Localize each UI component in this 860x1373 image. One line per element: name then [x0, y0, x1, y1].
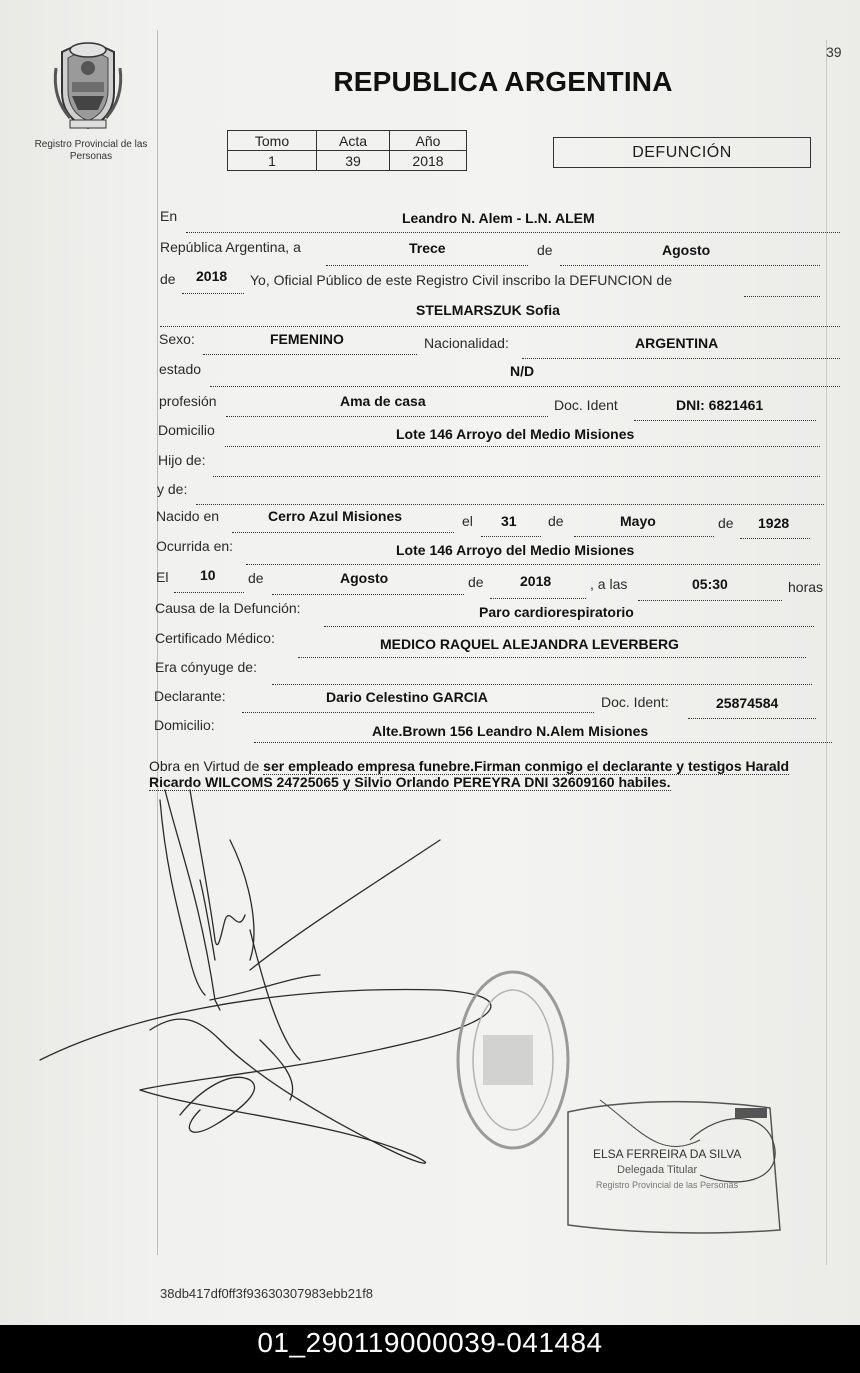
stamp-role: Delegada Titular: [617, 1164, 698, 1176]
doc-ident-label: Doc. Ident: [554, 397, 618, 413]
en-label: En: [160, 208, 178, 224]
de-label-2: de: [160, 271, 176, 287]
date-month: Agosto: [662, 242, 711, 258]
profesion-label: profesión: [159, 393, 217, 409]
ocurrida-value: Lote 146 Arroyo del Medio Misiones: [396, 542, 635, 558]
document-type-box: DEFUNCIÓN: [553, 137, 811, 168]
birth-month: Mayo: [620, 513, 656, 529]
de-label-3: de: [548, 513, 564, 529]
estado-value: N/D: [510, 363, 535, 379]
death-month: Agosto: [340, 570, 389, 586]
nacionalidad-value: ARGENTINA: [635, 335, 719, 351]
causa-label: Causa de la Defunción:: [155, 600, 301, 616]
sexo-label: Sexo:: [159, 331, 195, 347]
deceased-name: STELMARSZUK Sofia: [416, 302, 560, 318]
death-time: 05:30: [692, 576, 728, 592]
acta-header: Acta: [317, 131, 390, 151]
domicilio-value: Lote 146 Arroyo del Medio Misiones: [396, 426, 635, 442]
birth-year: 1928: [758, 515, 790, 531]
document-hash: 38db417df0ff3f93630307983ebb21f8: [160, 1286, 374, 1301]
y-de-label: y de:: [157, 481, 188, 497]
conyuge-label: Era cónyuge de:: [155, 659, 257, 675]
doc-ident-value-2: 25874584: [716, 695, 779, 711]
acta-value: 39: [317, 151, 390, 171]
domicilio-label: Domicilio: [158, 422, 215, 438]
death-day: 10: [200, 567, 216, 583]
el-label: el: [462, 513, 473, 529]
date-year: 2018: [196, 268, 228, 284]
certificado-value: MEDICO RAQUEL ALEJANDRA LEVERBERG: [380, 636, 679, 652]
estado-label: estado: [159, 361, 202, 377]
profesion-value: Ama de casa: [340, 393, 426, 409]
sexo-value: FEMENINO: [270, 331, 344, 347]
anio-header: Año: [390, 131, 467, 151]
a-las-label: , a las: [590, 576, 628, 592]
de-label-5: de: [248, 570, 264, 586]
republica-label: República Argentina, a: [160, 239, 301, 255]
tomo-value: 1: [228, 151, 317, 171]
anio-value: 2018: [390, 151, 467, 171]
en-value: Leandro N. Alem - L.N. ALEM: [402, 210, 595, 226]
de-label-1: de: [537, 242, 553, 258]
barcode-id: 01_290119000039-041484: [257, 1327, 603, 1358]
ocurrida-label: Ocurrida en:: [156, 538, 234, 554]
doc-ident-value: DNI: 6821461: [676, 397, 764, 413]
doc-ident-label-2: Doc. Ident:: [601, 694, 669, 710]
declarante-value: Dario Celestino GARCIA: [326, 689, 488, 705]
registry-name: Registro Provincial de las Personas: [34, 139, 148, 162]
document-title: REPUBLICA ARGENTINA: [333, 66, 673, 97]
certificado-label: Certificado Médico:: [155, 630, 275, 646]
tomo-header: Tomo: [228, 131, 317, 151]
date-day-word: Trece: [409, 240, 446, 256]
nacido-value: Cerro Azul Misiones: [268, 508, 403, 524]
domicilio-value-2: Alte.Brown 156 Leandro N.Alem Misiones: [372, 723, 649, 739]
declarante-signature: [40, 790, 491, 1163]
el-label-2: El: [156, 569, 169, 585]
obra-value: ser empleado empresa funebre.Firman conmigo el declarante y testigos Harald Ricardo WILCOMS 24725065 y Silvio Orlando PEREYRA DNI 32609160 habiles.: [149, 758, 790, 790]
stamp-sub: Registro Provincial de las Personas: [596, 1180, 739, 1190]
death-year: 2018: [520, 573, 552, 589]
declarante-label: Declarante:: [154, 688, 226, 704]
birth-day: 31: [501, 513, 517, 529]
official-round-seal: [458, 972, 568, 1148]
nacido-label: Nacido en: [156, 508, 220, 524]
de-label-4: de: [718, 515, 734, 531]
page-number: 39: [826, 44, 842, 60]
horas-label: horas: [788, 579, 824, 595]
nacionalidad-label: Nacionalidad:: [424, 335, 509, 351]
hijo-label: Hijo de:: [158, 452, 206, 468]
domicilio-label-2: Domicilio:: [154, 717, 215, 733]
de-label-6: de: [468, 574, 484, 590]
causa-value: Paro cardiorespiratorio: [479, 604, 634, 620]
obra-label: Obra en Virtud de: [149, 758, 260, 774]
oficial-text: Yo, Oficial Público de este Registro Civil inscribo la DEFUNCION de: [250, 272, 672, 288]
stamp-name: ELSA FERREIRA DA SILVA: [593, 1147, 742, 1161]
